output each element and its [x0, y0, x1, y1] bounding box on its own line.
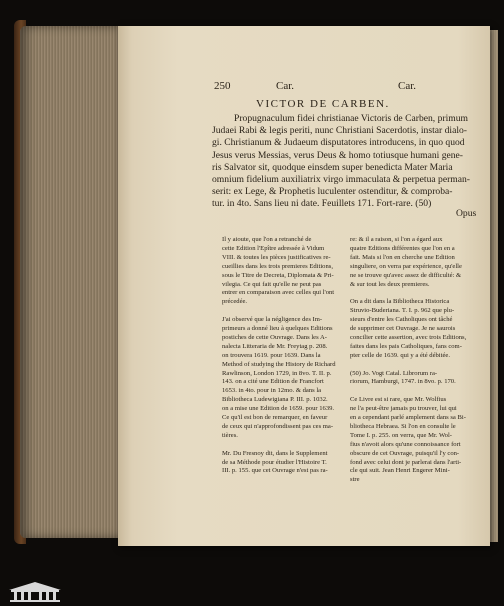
column-line: Tome I. p. 255. on verra, que Mr. Wol- [350, 431, 452, 439]
column-line: Ce Livre est si rare, que Mr. Wolfius [350, 396, 447, 404]
column-line: fond avec celui dont je parlerai dans l'arti- [350, 458, 462, 466]
column-line: Ce qu'il est bon de remarquer, en faveur [222, 414, 328, 421]
column-line: Mr. Du Fresnoy dit, dans le Supplement [222, 449, 328, 457]
paragraph-line: gi. Christianum & Judaeum disputatores introducens, in quo quod [212, 137, 465, 149]
paragraph-line: tur. in 4to. Sans lieu ni date. Feuillets 171. Fort-rare. (50) [212, 198, 432, 210]
column-line: & sur tout les deux premieres. [350, 280, 430, 288]
running-title-left: Car. [276, 80, 295, 92]
column-line: cle qui suit. Jean Henri Engerer Mini- [350, 467, 450, 475]
paragraph-line: ris Salvator sit, quodque einsdem super benedicta Mater Maria [212, 161, 453, 173]
column-line: fius n'avoit alors qu'une connoissance fort [350, 440, 461, 448]
column-line: ne se trouve qu'avec assez de difficulté: & [350, 271, 462, 279]
column-line: ne l'a peut-être jamais pu trouver, lui qui [350, 405, 457, 413]
column-line: vilegia. Ce qui fait qu'elle ne peut pas [222, 280, 322, 288]
paragraph-line: Jesus verus Messias, verus Deus & homo totiusque humani gene- [212, 149, 464, 161]
column-line: obscure de cet Ouvrage, puisqu'il l'y con- [350, 449, 460, 457]
paragraph-line: serit: ex Lege, & Prophetis luculenter ostenditur, & comproba- [212, 186, 453, 198]
column-line: Struvio-Buderiana. T. I. p. 962 que plu- [350, 307, 455, 315]
column-line: précedée. [222, 298, 248, 306]
column-line: entrer en comparaison avec celles qui l'ont [222, 289, 335, 297]
column-line: de supprimer cet Ouvrage. Je ne saurois [350, 325, 456, 332]
running-title-right: Car. [398, 80, 417, 92]
column-line: stre [350, 476, 360, 484]
column-line: re: & il a raison, si l'on a égard aux [350, 236, 443, 243]
column-line: en a cependant parlé amplement dans sa Bi- [350, 414, 466, 421]
column-line: quatre Editions différentes que l'on en a [350, 244, 455, 252]
column-line: tières. [222, 431, 238, 439]
column-line: nalecta Litteraria de Mr. Freytag p. 208. [222, 342, 328, 350]
library-logo [5, 580, 65, 602]
column-line: concilier cette assertion, avec trois Editions, [350, 333, 467, 341]
column-line: cette Edition l'Epître adressée à Vidum [222, 244, 325, 252]
column-line: III. p. 155. que cet Ouvrage n'est pas ra- [222, 467, 328, 475]
paragraph-line: omnium fidelium auxiliatrix virgo immaculata & perpetua perman- [212, 174, 470, 185]
column-line: singuliere, on verra par expérience, qu'elle [350, 262, 462, 270]
column-line: de ceux qui n'approfondissent pas ces ma- [222, 422, 334, 430]
column-line: Rawlinson, London 1729, in 8vo. T. II. p. [222, 369, 332, 377]
column-line: fait. Mais si l'on en cherche une Edition [350, 253, 455, 261]
column-line: (50) Jo. Vogt Catal. Librorum ra- [350, 369, 438, 377]
column-line: 1653. in 4to. pour in 12mo. & dans la [222, 387, 322, 395]
column-line: postiches de cette Ouvrage. Dans les A- [222, 333, 327, 341]
entry-heading: VICTOR DE CARBEN. [256, 98, 390, 110]
paragraph-line: Propugnaculum fidei christianae Victoris de Carben, primum [234, 113, 468, 124]
column-line: cueillies dans les trois premieres Editions, [222, 262, 333, 270]
column-line: VIII. & toutes les pièces justificatives re- [222, 253, 331, 261]
column-line: bliotheca Hebraea. Si l'on en consulte le [350, 422, 456, 430]
column-line: J'ai observé que la négligence des Im- [222, 316, 323, 324]
column-line: Bibliotheca Ludewigiana P. III. p. 1032. [222, 396, 328, 404]
column-line: pter celle de 1639. qui y a été débitée. [350, 351, 450, 359]
column-line: riorum, Hamburgi, 1747. in 8vo. p. 170. [350, 378, 456, 386]
column-line: sous le Titre de Decreta, Diplomata & Pri- [222, 271, 334, 279]
column-line: sieurs d'entre les Catholiques ont tâché [350, 316, 453, 324]
page-edges [20, 26, 118, 538]
column-line: faites dans les pais Catholiques, fans com- [350, 342, 462, 350]
column-line: primeurs a donné lieu à quelques Editions [222, 325, 333, 332]
column-line: Method of studying the History de Richard [222, 360, 336, 368]
column-line: Il y aioute, que l'on a retranché de [222, 236, 312, 243]
catchword: Opus [456, 208, 477, 219]
column-line: On a dit dans la Bibliotheca Historica [350, 298, 450, 306]
paragraph-line: Judaei Rabi & legis periti, nunc Christiani Sacerdotis, instar dialo- [212, 125, 467, 137]
column-line: on a mise une Edition de 1659. pour 1639. [222, 405, 335, 413]
column-line: 143. on a cité une Edition de Francfort [222, 378, 324, 386]
page-number: 250 [214, 80, 231, 92]
column-line: de sa Méthode pour étudier l'Histoire T. [222, 458, 327, 466]
column-line: on trouvera 1619. pour 1639. Dans la [222, 351, 321, 359]
